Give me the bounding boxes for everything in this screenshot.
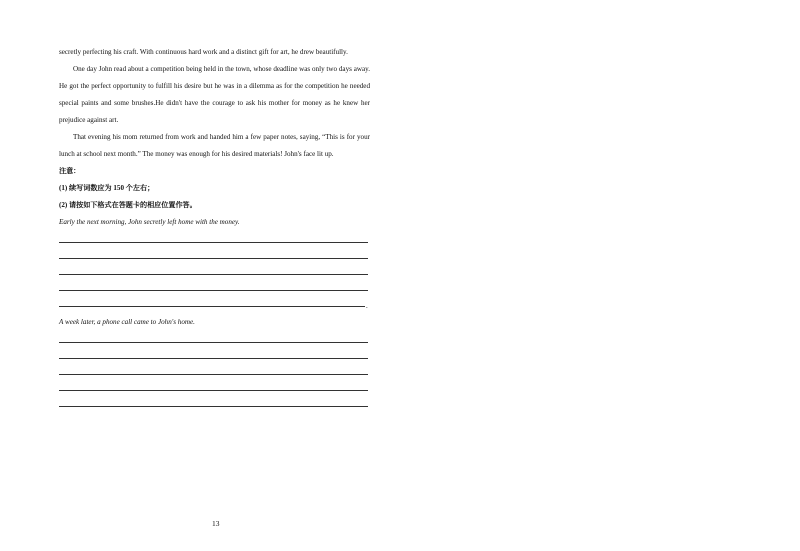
answer-line[interactable] <box>59 231 370 247</box>
passage-paragraph-1: secretly perfecting his craft. With continuous hard work and a distinct gift for art, he drew beautifully. <box>59 48 348 56</box>
answer-line-last[interactable] <box>59 295 370 311</box>
answer-end-mark: . <box>366 302 368 310</box>
notes-item-1: (1) 续写词数应为 150 个左右； <box>59 184 155 192</box>
answer-line[interactable] <box>59 379 370 395</box>
answer-lines-first <box>59 231 370 311</box>
notes-item-2: (2) 请按如下格式在答题卡的相应位置作答。 <box>59 201 197 209</box>
answer-line[interactable] <box>59 331 370 347</box>
notes-title: 注意： <box>59 167 81 175</box>
answer-line[interactable] <box>59 263 370 279</box>
passage-paragraph-2: One day John read about a competition being held in the town, whose deadline was only two days away. He got the perfect opportunity to fulfill his desire but he was in a dilemma as for the competition he needed special paints and some brushes.He didn't have the courage to ask his mother for money as he knew her prejudice against art. <box>59 65 370 124</box>
answer-line[interactable] <box>59 247 370 263</box>
answer-line[interactable] <box>59 347 370 363</box>
passage-paragraph-3: That evening his mom returned from work and handed him a few paper notes, saying, “This is for your lunch at school next month.” The money was enough for his desired materials! John's face lit up. <box>59 133 370 158</box>
answer-line[interactable] <box>59 363 370 379</box>
answer-lines-second <box>59 331 370 411</box>
prompt-second-paragraph: A week later, a phone call came to John's home. <box>59 318 195 326</box>
answer-line[interactable] <box>59 395 370 411</box>
prompt-first-paragraph: Early the next morning, John secretly left home with the money. <box>59 218 240 226</box>
document-column <box>59 44 370 411</box>
page-number: 13 <box>212 519 220 528</box>
answer-line[interactable] <box>59 279 370 295</box>
